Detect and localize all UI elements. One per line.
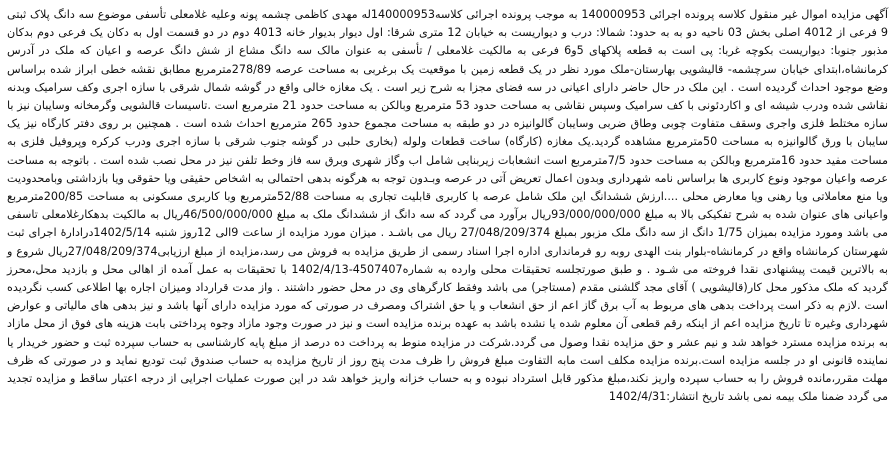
auction-notice-text: آگهی مزایده اموال غیر منقول کلاسه پرونده اجرائی 140000953 به موجب پرونده اجرائی کلاسه140000953له مهدی کاظمی چشمه پونه وعلیه غلامعلی تأسفی موضوع سه دانگ پلاک ثبتی 9 فرعی از 4012 اصلی بخش 03 ناحیه دو به به حدود: شمالا: درب و دیواریست به خیابان 12 متری شرقا: اول دیوار بدیوار خانه 4013 دوم در دو قسمت اول به دکان یک فرعی دوم بدکان مذبور جنوبا: دیواریست بکوچه غربا: پی است به قطعه پلاکهای 5و6 فرعی به مالکیت غلامعلی / تأسفی به عنوان مالک سه دانگ مشاع از شش دانگ عرصه و اعیان که ملک در آدرس کرمانشاه،ابتدای خیابان سرچشمه- قالیشویی بهارستان-ملک مورد نظر در یک قطعه زمین با موقعیت یک برغربی به مساحت عرصه 278/89مترمربع مطابق نقشه خطی ابراز شده براساس وضع موجود احداث گردیده است . این ملک در حال حاضر دارای اعیانی در سه فضای مجزا به شرح زیر است . یک مغازه خالی واقع در گوشه شمال شرقی با سازه اجری وکف سرامیک وبدنه نقاشی شده ودرب شیشه ای و اکاردئونی با کف سرامیک وسپس نقاشی به مساحت حدود 53 مترمربع وبالکن به مساحت حدود 21 مترمربع است .تاسیسات قالشویی وگرمخانه وسایبان نیز با سازه مختلط فلزی واجری وسقف متفاوت چوبی وطاق ضربی وسایبان گالوانیزه در دو طبقه به مساحت مجموع حدود 265 مترمربع احداث شده است . همچنین بر روی دفتر کارگاه نیز یک سایبان با ورق گالوانیزه به مساحت 50مترمربع مشاهده گردید.یک مغازه (کارگاه) ساخت قطعات ولوله (بخاری حلبی در گوشه جنوب شرقی با سازه اجری ودرب کرکره وپروفیل فلزی به مساحت مفید حدود 16مترمربع وبالکن به مساحت حدود 7/5مترمربع است انشعابات زیربنایی شامل اب وگاز شهری وبرق سه فاز وخط تلفن نیز در محل نصب شده است . باتوجه به مساحت عرصه واعیان موجود ونوع کاربری ها براساس نامه شهرداری وبدون اعمال تعریض آتی در عرصه وبـدون توجه به هرگونه بدهی احتمالی به اشخاص حقیقی ویا حقوقی ویا بازداشتی وبامحدودیت ویا منع معاملاتی ویا رهنی ویا معارض محلی ....ارزش ششدانگ این ملک شامل عرصه با کاربری قابلیت تجاری به مساحت 52/88مترمربع وبا کاربری مسکونی به مساحت 200/85مترمربع واعیانی های عنوان شده به شرح تفکیکی بالا به مبلغ 93/000/000/000ریال برآورد می گردد که سه دانگ از ششدانگ ملک به مبلغ 46/500/000/000ریال به مالکیت بدهکارغلامعلی تاسفی می باشد ومورد مزایده بمیزان 1/75 دانگ از سه دانگ ملک مزبور بمبلغ 27/048/209/374 ریال می باشـد . میزان مورد مزایده از ساعت 9الی 12روز شنبه 1402/5/14درادارهٔ اجرای ثبت شهرستان کرمانشاه واقع در کرمانشاه-بلوار بنت الهدی روبه رو فرمانداری اداره اجرا اسناد رسمی از طریق مزایده به فروش می رسد،مزایده از مبلغ ارزیابی27/048/209/374ریال شروع و به بالاترین قیمت پیشنهادی نقدا فروخته می شـود . و طبق صورتجلسه تحقیقات محلی وارده به شماره4507407-1402/4/13 با تحقیقات به عمل آمده از اهالی محل و بازدید محل،محرز گردید که ملک مذکور محل کار(قالیشویی ) آقای مجد گلشنی مقدم (مستاجر) می باشد وفقط کارگرهای وی در محل حضور داشتند . واز مدت قرارداد ومیزان اجاره بها اطلاعی کسب نگردیده است .لازم به ذکر است پرداخت بدهی های مربوط به آب برق گاز اعم از حق انشعاب و یا حق اشتراک ومصرف در صورتی که مورد مزایده دارای آنها باشد و نیز بدهی های مالیاتی و عوارض شهرداری وغیره تا تاریخ مزایده اعم از اینکه رقم قطعی آن معلوم شده یا نشده باشد به عهده برنده مزایده است و نیز در صورت وجود مازاد وجوه پرداختی بابت هزینه های فوق از محل مازاد به برنده مزایده مسترد خواهد شد و نیم عشر و حق مزایده نقدا وصول می گردد.شرکت در مزایده منوط به پرداخت ده درصد از مبلغ پایه کارشناسی به حساب سپرده ثبت و حضور خریدار یا نماینده قانونی او در جلسه مزایده است.برنده مزایده مکلف است مابه التفاوت مبلغ فروش را ظرف مدت پنج روز از تاریخ مزایده به حساب صندوق ثبت تودیع نماید و در صورتی که ظرف مهلت مقرر،مانده فروش را به حساب سپرده واریز نکند،مبلغ مذکور قابل استرداد نبوده و به حساب خزانه واریز خواهد شد در این صورت عملیات اجرایی از درجه اعتبار ساقط و مزایده تجدید می گردد ضمنا ملک بیمه نمی باشد تاریخ انتشار:1402/4/31 <box>7 8 889 404</box>
